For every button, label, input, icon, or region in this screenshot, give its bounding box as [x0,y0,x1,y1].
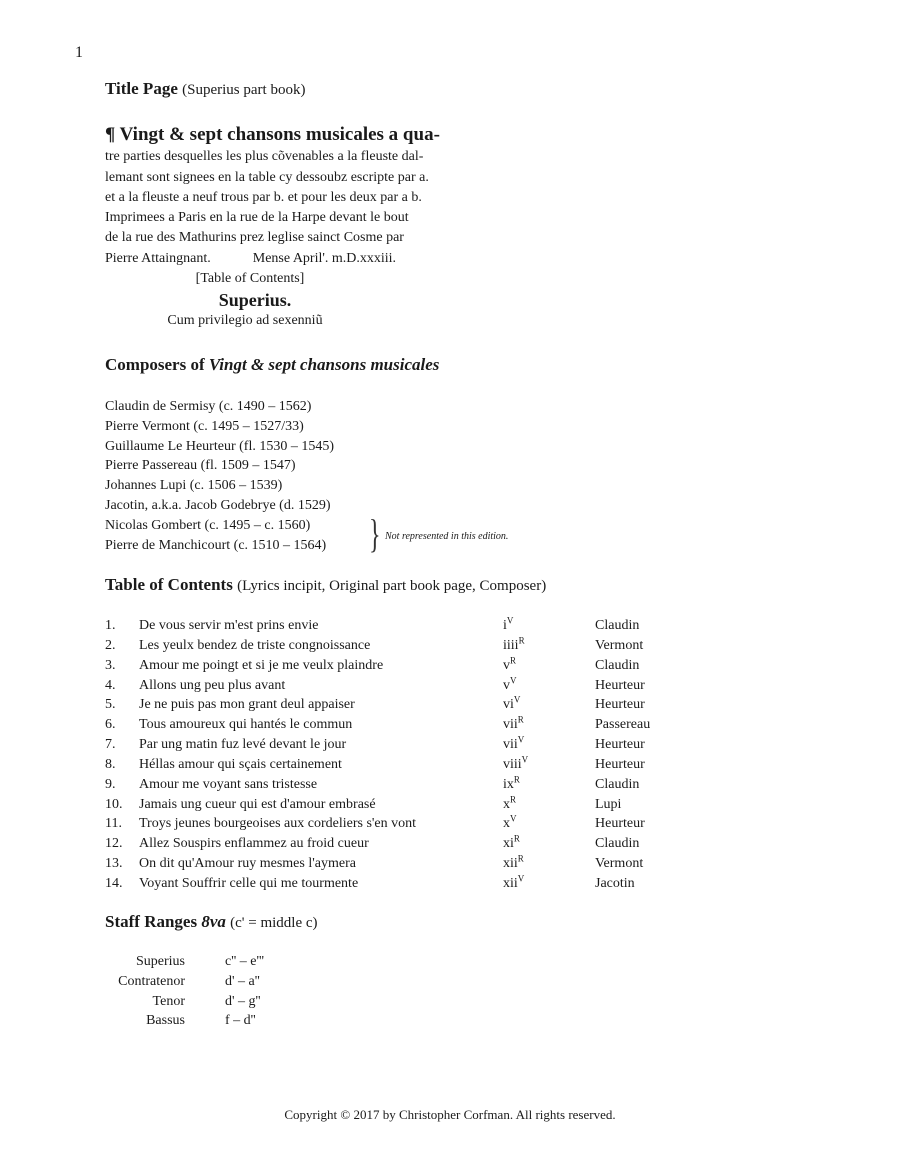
toc-page-number: ix [503,776,514,792]
toc-composer: Heurteur [595,697,645,713]
toc-page-side: R [513,774,520,785]
composer-item: Pierre Vermont (c. 1495 – 1527/33) [105,418,304,434]
toc-page [503,616,513,636]
composer-item: Pierre de Manchicourt (c. 1510 – 1564) [105,537,327,553]
toc-page-number: vii [503,737,518,753]
toc-table [105,616,685,894]
range-voice: Superius [136,954,185,969]
toc-composer: Lupi [595,796,622,812]
toc-row [105,795,685,815]
range-row [105,1011,305,1031]
toc-row [105,834,685,854]
toc-page-number: viii [503,756,522,772]
toc-num: 10. [105,796,123,812]
range-voice: Bassus [146,1013,185,1029]
composer-item: Pierre Passereau (fl. 1509 – 1547) [105,458,296,474]
toc-composer: Passereau [595,717,651,733]
toc-page-number: v [503,657,510,673]
toc-composer: Claudin [595,776,640,792]
composer-item: Nicolas Gombert (c. 1495 – c. 1560) [105,517,311,533]
title-page-heading-text: Title Page [105,79,178,98]
toc-page [503,636,525,656]
toc-page [503,795,516,815]
toc-row [105,755,685,775]
toc-composer: Jacotin [595,875,635,891]
toc-num: 12. [105,836,123,852]
toc-num: 3. [105,657,116,673]
toc-num: 1. [105,618,116,633]
title-line: Imprimees a Paris en la rue de la Harpe devant le bout [105,210,409,226]
toc-page-number: vi [503,697,514,713]
staff-ranges-heading-em: 8va [201,912,226,931]
toc-title: De vous servir m'est prins envie [139,618,319,633]
toc-num: 6. [105,717,116,733]
publication-date: Mense April'. m.D.xxxiii. [252,250,397,266]
title-page-heading-note: (Superius part book) [182,82,306,98]
toc-page-side: V [513,694,521,705]
toc-num: 13. [105,856,123,872]
toc-num: 9. [105,776,116,792]
toc-page [503,755,528,775]
toc-page-side: V [517,873,525,884]
toc-page-side: V [510,674,517,685]
title-line: lemant sont signees en la table cy dessoubz escripte par a. [105,169,429,185]
toc-page-number: i [503,618,507,633]
toc-row [105,814,685,834]
toc-page-side: V [510,813,517,824]
range-value: d' – a'' [225,973,260,989]
toc-page [503,874,524,894]
printer-date-line [105,249,475,269]
toc-composer: Claudin [595,618,640,633]
staff-ranges-table [105,952,305,1031]
toc-page [503,695,520,715]
toc-title: Héllas amour qui sçais certainement [139,756,342,772]
part-name: Superius. [218,290,292,311]
toc-row [105,854,685,874]
toc-composer: Claudin [595,836,640,852]
range-value: f – d'' [225,1013,256,1029]
toc-row [105,656,685,676]
toc-num: 14. [105,875,123,891]
toc-row [105,775,685,795]
toc-note: [Table of Contents] [195,271,305,287]
toc-page-side: R [510,655,517,666]
toc-page-number: xii [503,875,518,891]
toc-title: On dit qu'Amour ruy mesmes l'aymera [139,856,356,872]
printer: Pierre Attaingnant. [105,250,211,266]
toc-heading-text: Table of Contents [105,575,233,594]
toc-row [105,695,685,715]
title-page-transcription [105,123,475,332]
toc-num: 4. [105,677,116,693]
title-page-heading [105,79,305,99]
toc-title: Allez Souspirs enflammez au froid cueur [139,836,369,852]
copyright: Copyright © 2017 by Christopher Corfman. All rights reserved. [284,1107,616,1122]
toc-title: Je ne puis pas mon grant deul appaiser [139,697,355,713]
toc-page [503,814,517,834]
toc-page-side: R [513,833,520,844]
toc-row [105,715,685,735]
toc-composer: Heurteur [595,756,645,772]
toc-page [503,834,520,854]
privilege: Cum privilegio ad sexenniũ [167,313,323,329]
brace-note: Not represented in this edition. [385,531,509,542]
toc-title: Les yeulx bendez de triste congnoissance [139,637,371,653]
brace-icon: } [369,511,381,556]
composer-item: Jacotin, a.k.a. Jacob Godebrye (d. 1529) [105,497,331,513]
toc-num: 2. [105,637,116,653]
toc-page [503,854,524,874]
composers-heading [105,355,439,375]
composers-heading-prefix: Composers of [105,355,209,374]
toc-title: Tous amoureux qui hantés le commun [139,717,353,733]
toc-composer: Claudin [595,657,640,673]
toc-composer: Vermont [595,856,644,872]
toc-page-side: V [517,734,525,745]
composer-item: Johannes Lupi (c. 1506 – 1539) [105,478,283,494]
toc-page [503,775,520,795]
toc-page-number: vii [503,717,518,733]
toc-heading-note: (Lyrics incipit, Original part book page, Composer) [237,578,547,594]
toc-composer: Vermont [595,637,644,653]
toc-row [105,874,685,894]
composer-list [105,397,334,555]
toc-title: Jamais ung cueur qui est d'amour embrasé [139,796,376,812]
toc-num: 11. [105,816,122,832]
toc-page [503,676,517,696]
title-line: tre parties desquelles les plus cõvenables a la fleuste dal- [105,149,424,165]
toc-page [503,656,516,676]
toc-page-side: R [510,793,517,804]
toc-page-side: V [521,754,529,765]
toc-page-number: iiii [503,637,519,653]
toc-num: 5. [105,697,116,713]
title-lead: ¶ Vingt & sept chansons musicales a qua- [105,124,440,145]
toc-composer: Heurteur [595,816,645,832]
staff-ranges-heading-text: Staff Ranges [105,912,198,931]
toc-title: Troys jeunes bourgeoises aux cordeliers s'en vont [139,816,417,832]
toc-title: Voyant Souffrir celle qui me tourmente [139,875,359,891]
toc-title: Amour me voyant sans tristesse [139,776,318,792]
toc-row [105,616,685,636]
toc-title: Par ung matin fuz levé devant le jour [139,737,347,753]
range-voice: Contratenor [118,973,185,989]
toc-composer: Heurteur [595,677,645,693]
toc-page-number: x [503,796,510,812]
page-number: 1 [75,44,83,61]
toc-row [105,676,685,696]
range-voice: Tenor [152,993,185,1009]
toc-page-number: x [503,816,510,832]
toc-page-side: R [518,635,525,646]
toc-page-side: V [506,615,514,626]
title-line: et a la fleuste a neuf trous par b. et pour les deux par a b. [105,189,422,205]
toc-heading [105,575,546,595]
toc-num: 7. [105,737,116,753]
composers-heading-title: Vingt & sept chansons musicales [208,355,440,374]
toc-row [105,636,685,656]
toc-composer: Heurteur [595,737,645,753]
range-row [105,992,305,1012]
toc-row [105,735,685,755]
staff-ranges-heading [105,912,318,932]
title-line: de la rue des Mathurins prez leglise sainct Cosme par [105,230,404,246]
toc-page-side: R [517,714,524,725]
toc-page-side: R [517,853,524,864]
range-row [105,952,305,972]
toc-num: 8. [105,756,116,772]
staff-ranges-heading-note: (c' = middle c) [230,915,318,931]
range-row [105,972,305,992]
toc-page-number: xii [503,856,518,872]
toc-page-number: v [503,677,510,693]
toc-page [503,715,524,735]
composer-item: Guillaume Le Heurteur (fl. 1530 – 1545) [105,438,334,454]
range-value: c'' – e''' [225,954,265,969]
composer-item: Claudin de Sermisy (c. 1490 – 1562) [105,399,312,414]
toc-page-number: xi [503,836,514,852]
range-value: d' – g'' [225,993,261,1009]
toc-title: Amour me poingt et si je me veulx plaindre [139,657,384,673]
toc-page [503,735,524,755]
toc-title: Allons ung peu plus avant [139,677,286,693]
